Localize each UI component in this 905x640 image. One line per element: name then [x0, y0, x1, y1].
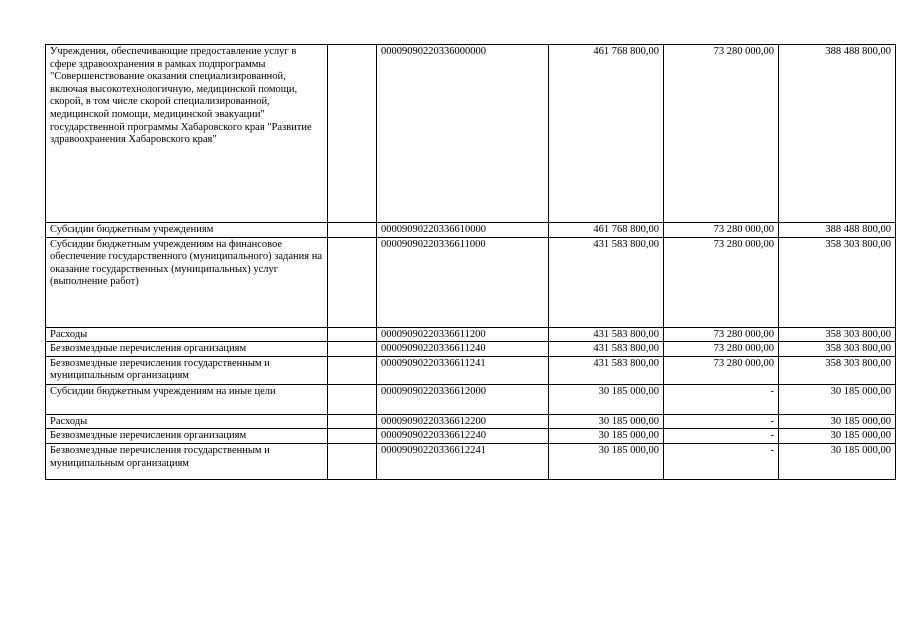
- row-value-2: 73 280 000,00: [664, 237, 779, 327]
- row-value-3: 358 303 800,00: [779, 237, 896, 327]
- empty-cell: [328, 223, 377, 238]
- table-row: [46, 223, 896, 238]
- row-name: Субсидии бюджетным учреждениям на финансовое обеспечение государственного (муниципального) задания на оказание государственных (муниципальных) услуг (выполнение работ): [46, 237, 328, 327]
- row-name: Безвозмездные перечисления организациям: [46, 429, 328, 444]
- row-value-2: 73 280 000,00: [664, 45, 779, 223]
- row-code: 00009090220336000000: [377, 45, 549, 223]
- row-value-3: 30 185 000,00: [779, 414, 896, 429]
- row-name: Расходы: [46, 327, 328, 342]
- row-code: 00009090220336612241: [377, 443, 549, 479]
- table-row: [46, 342, 896, 357]
- row-value-1: 431 583 800,00: [549, 327, 664, 342]
- row-code: 00009090220336611240: [377, 342, 549, 357]
- row-value-3: 30 185 000,00: [779, 429, 896, 444]
- empty-cell: [328, 429, 377, 444]
- row-value-3: 30 185 000,00: [779, 384, 896, 414]
- row-value-1: 30 185 000,00: [549, 429, 664, 444]
- row-value-1: 30 185 000,00: [549, 414, 664, 429]
- row-name: Безвозмездные перечисления организациям: [46, 342, 328, 357]
- row-value-2: 73 280 000,00: [664, 356, 779, 384]
- row-value-2: -: [664, 414, 779, 429]
- row-code: 00009090220336612240: [377, 429, 549, 444]
- row-value-2: -: [664, 429, 779, 444]
- row-value-2: 73 280 000,00: [664, 342, 779, 357]
- empty-cell: [328, 356, 377, 384]
- empty-cell: [328, 45, 377, 223]
- empty-cell: [328, 327, 377, 342]
- row-value-3: 388 488 800,00: [779, 223, 896, 238]
- empty-cell: [328, 443, 377, 479]
- empty-cell: [328, 384, 377, 414]
- table-row: [46, 45, 896, 223]
- row-code: 00009090220336612200: [377, 414, 549, 429]
- row-value-2: 73 280 000,00: [664, 327, 779, 342]
- row-value-2: -: [664, 443, 779, 479]
- row-name: Безвозмездные перечисления государственным и муниципальным организациям: [46, 356, 328, 384]
- row-name: Расходы: [46, 414, 328, 429]
- row-value-3: 30 185 000,00: [779, 443, 896, 479]
- row-name: Субсидии бюджетным учреждениям: [46, 223, 328, 238]
- row-code: 00009090220336611241: [377, 356, 549, 384]
- empty-cell: [328, 342, 377, 357]
- row-code: 00009090220336611200: [377, 327, 549, 342]
- table-row: [46, 443, 896, 479]
- table-row: [46, 429, 896, 444]
- budget-table: [45, 44, 896, 480]
- table-row: [46, 414, 896, 429]
- table-row: [46, 384, 896, 414]
- row-value-3: 388 488 800,00: [779, 45, 896, 223]
- row-value-1: 431 583 800,00: [549, 356, 664, 384]
- row-value-2: -: [664, 384, 779, 414]
- row-value-2: 73 280 000,00: [664, 223, 779, 238]
- table-row: [46, 327, 896, 342]
- row-value-1: 431 583 800,00: [549, 237, 664, 327]
- row-value-1: 30 185 000,00: [549, 443, 664, 479]
- row-name: Учреждения, обеспечивающие предоставление услуг в сфере здравоохранения в рамках подпрограммы "Совершенствование оказания специализированной, включая высокотехнологичную, медицинской помощи, скорой, в том числе скорой специализированной, медицинской помощи, медицинской эвакуации" государственной программы Хабаровского края "Развитие здравоохранения Хабаровского края": [46, 45, 328, 223]
- empty-cell: [328, 414, 377, 429]
- row-value-3: 358 303 800,00: [779, 342, 896, 357]
- row-code: 00009090220336611000: [377, 237, 549, 327]
- row-code: 00009090220336612000: [377, 384, 549, 414]
- row-value-1: 431 583 800,00: [549, 342, 664, 357]
- row-name: Безвозмездные перечисления государственным и муниципальным организациям: [46, 443, 328, 479]
- row-name: Субсидии бюджетным учреждениям на иные цели: [46, 384, 328, 414]
- row-value-1: 461 768 800,00: [549, 223, 664, 238]
- row-value-1: 461 768 800,00: [549, 45, 664, 223]
- row-value-1: 30 185 000,00: [549, 384, 664, 414]
- row-code: 00009090220336610000: [377, 223, 549, 238]
- row-value-3: 358 303 800,00: [779, 356, 896, 384]
- table-row: [46, 356, 896, 384]
- row-value-3: 358 303 800,00: [779, 327, 896, 342]
- table-row: [46, 237, 896, 327]
- empty-cell: [328, 237, 377, 327]
